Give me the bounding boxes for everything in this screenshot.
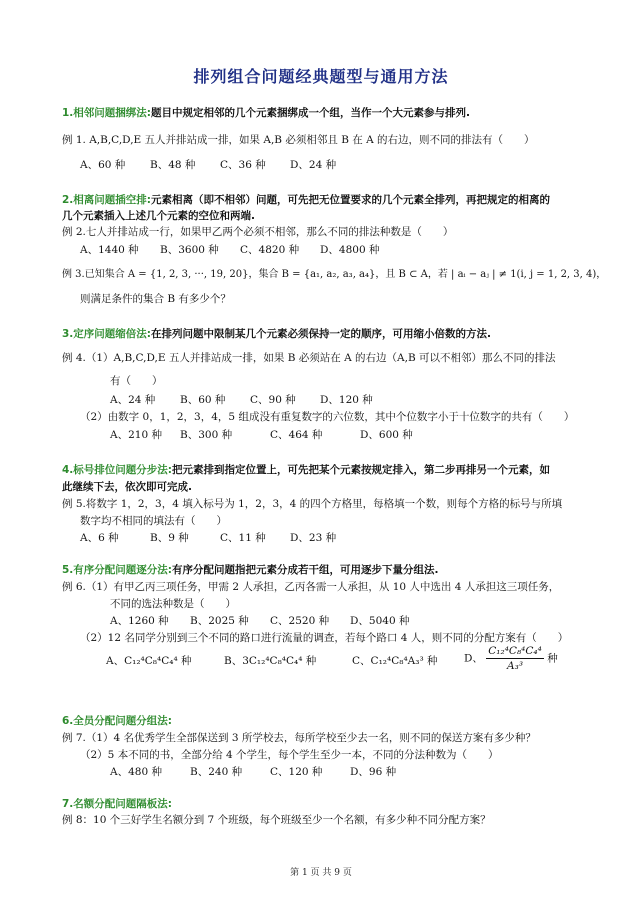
section-5-heading: [62, 563, 439, 577]
option: A、60 种: [80, 159, 126, 171]
option: C、36 种: [220, 159, 266, 171]
section-1-label: 1.相邻问题捆绑法:: [62, 107, 151, 119]
option: D、24 种: [290, 159, 337, 171]
fraction-denominator: A₃³: [507, 660, 524, 672]
option: B、3600 种: [160, 244, 219, 256]
option: B、3C₁₂⁴C₈⁴C₄⁴ 种: [224, 655, 317, 667]
option: B、48 种: [150, 159, 196, 171]
option: B、9 种: [150, 532, 189, 544]
section-4-label: 4.标号排位问题分步法:: [62, 464, 172, 476]
option-d: [464, 644, 558, 673]
section-2-label: 2.相离问题插空排:: [62, 194, 151, 206]
section-3-label: 3.定序问题缩倍法:: [62, 328, 151, 340]
section-4-text: 把元素排到指定位置上，可先把某个元素按规定排入，第二步再排另一个元素，如: [172, 464, 550, 476]
example-2: 例 2.七人并排站成一行，如果甲乙两个必须不相邻，那么不同的排法种数是（ ）: [62, 226, 454, 238]
option: A、480 种: [110, 766, 162, 778]
example-4-part2-options: [110, 428, 430, 442]
example-3-question: 则满足条件的集合 B 有多少个？: [80, 293, 231, 305]
example-4: 例 4.（1）A,B,C,D,E 五人并排站成一排，如果 B 必须站在 A 的右边（A,B 可以不相邻）那么不同的排法: [62, 352, 556, 364]
example-5-cont: 数字均不相同的填法有（ ）: [80, 515, 227, 527]
option: A、1440 种: [80, 244, 139, 256]
section-6-heading: [62, 714, 172, 728]
section-1-text: 题目中规定相邻的几个元素捆绑成一个组，当作一个大元素参与排列.: [151, 107, 470, 119]
option: C、90 种: [250, 394, 296, 406]
section-4-text-cont: 此继续下去，依次即可完成.: [62, 481, 192, 493]
fraction-numerator: C₁₂⁴C₈⁴C₄⁴: [488, 645, 542, 657]
fraction: [486, 644, 544, 673]
option: D、120 种: [320, 394, 373, 406]
example-7: 例 7.（1）4 名优秀学生全部保送到 3 所学校去，每所学校至少去一名，则不同的保送方案有多少种？: [62, 732, 536, 744]
option: C、C₁₂⁴C₈⁴A₃³ 种: [352, 655, 438, 667]
option: B、2025 种: [190, 615, 249, 627]
example-1: 例 1. A,B,C,D,E 五人并排站成一排，如果 A,B 必须相邻且 B 在 A 的右边，则不同的排法有（ ）: [62, 134, 535, 146]
section-2-heading: [62, 193, 550, 207]
option: D、96 种: [350, 766, 397, 778]
option: B、240 种: [190, 766, 243, 778]
section-7-heading: [62, 797, 172, 811]
example-1-options: [80, 158, 360, 172]
section-5-text: 有序分配问题指把元素分成若干组，可用逐步下量分组法.: [172, 564, 439, 576]
page-footer: 第 1 页 共 9 页: [290, 868, 352, 878]
section-5-label: 5.有序分配问题逐分法:: [62, 564, 172, 576]
section-3-heading: [62, 327, 491, 341]
option: B、300 种: [180, 429, 233, 441]
example-6-options: [110, 614, 430, 628]
option: B、60 种: [180, 394, 226, 406]
option: D、23 种: [290, 532, 337, 544]
section-3-text: 在排列问题中限制某几个元素必须保持一定的顺序，可用缩小倍数的方法.: [151, 328, 491, 340]
option: D、5040 种: [350, 615, 410, 627]
section-1-heading: [62, 106, 470, 120]
option: D、600 种: [360, 429, 413, 441]
section-2-text-cont: 几个元素插入上述几个元素的空位和两端.: [62, 210, 255, 222]
example-6-part2: （2）12 名同学分别到三个不同的路口进行流量的调查，若每个路口 4 人，则不同的分配方案有（ ）: [80, 632, 569, 644]
example-6: 例 6.（1）有甲乙丙三项任务，甲需 2 人承担，乙丙各需一人承担，从 10 人中选出 4 人承担这三项任务，: [62, 581, 560, 593]
option: A、210 种: [110, 429, 162, 441]
example-3: 例 3.已知集合 A = {1, 2, 3, ···, 19, 20}，集合 B = {a₁, a₂, a₃, a₄}，且 B ⊂ A，若 | aᵢ − aⱼ | ≠ 1(i, j = 1, 2, 3, 4)，: [62, 269, 607, 280]
example-6-cont: 不同的选法种数是（ ）: [110, 598, 236, 610]
option-unit: 种: [547, 652, 558, 665]
example-5-options: [80, 531, 360, 545]
section-6-label: 6.全员分配问题分组法:: [62, 715, 172, 727]
page-title: 排列组合问题经典题型与通用方法: [193, 67, 449, 86]
section-2-text: 元素相离（即不相邻）问题，可先把无位置要求的几个元素全排列，再把规定的相离的: [151, 194, 550, 206]
option: C、11 种: [220, 532, 266, 544]
example-7-options: [110, 765, 420, 779]
option: C、4820 种: [240, 244, 300, 256]
option: C、2520 种: [270, 615, 330, 627]
example-4-cont: 有（ ）: [110, 375, 163, 387]
example-5: 例 5.将数字 1，2，3，4 填入标号为 1，2，3，4 的四个方格里，每格填一个数，则每个方格的标号与所填: [62, 498, 563, 510]
example-8: 例 8：10 个三好学生名额分到 7 个班级，每个班级至少一个名额，有多少种不同分配方案？: [62, 814, 491, 826]
option: A、1260 种: [110, 615, 169, 627]
option: A、24 种: [110, 394, 156, 406]
example-4-options: [110, 393, 390, 407]
option: A、6 种: [80, 532, 119, 544]
option: A、C₁₂⁴C₈⁴C₄⁴ 种: [106, 655, 192, 667]
section-4-heading: [62, 463, 550, 477]
option: C、464 种: [270, 429, 323, 441]
option-label: D、: [464, 652, 483, 665]
section-7-label: 7.名额分配问题隔板法:: [62, 798, 172, 810]
example-4-part2: （2）由数字 0，1，2，3，4，5 组成没有重复数字的六位数，其中个位数字小于十位数字的共有（ ）: [80, 411, 575, 423]
example-2-options: [80, 243, 400, 257]
option: D、4800 种: [320, 244, 380, 256]
option: C、120 种: [270, 766, 323, 778]
example-7-part2: （2）5 本不同的书，全部分给 4 个学生，每个学生至少一本，不同的分法种数为（ ）: [80, 749, 499, 761]
